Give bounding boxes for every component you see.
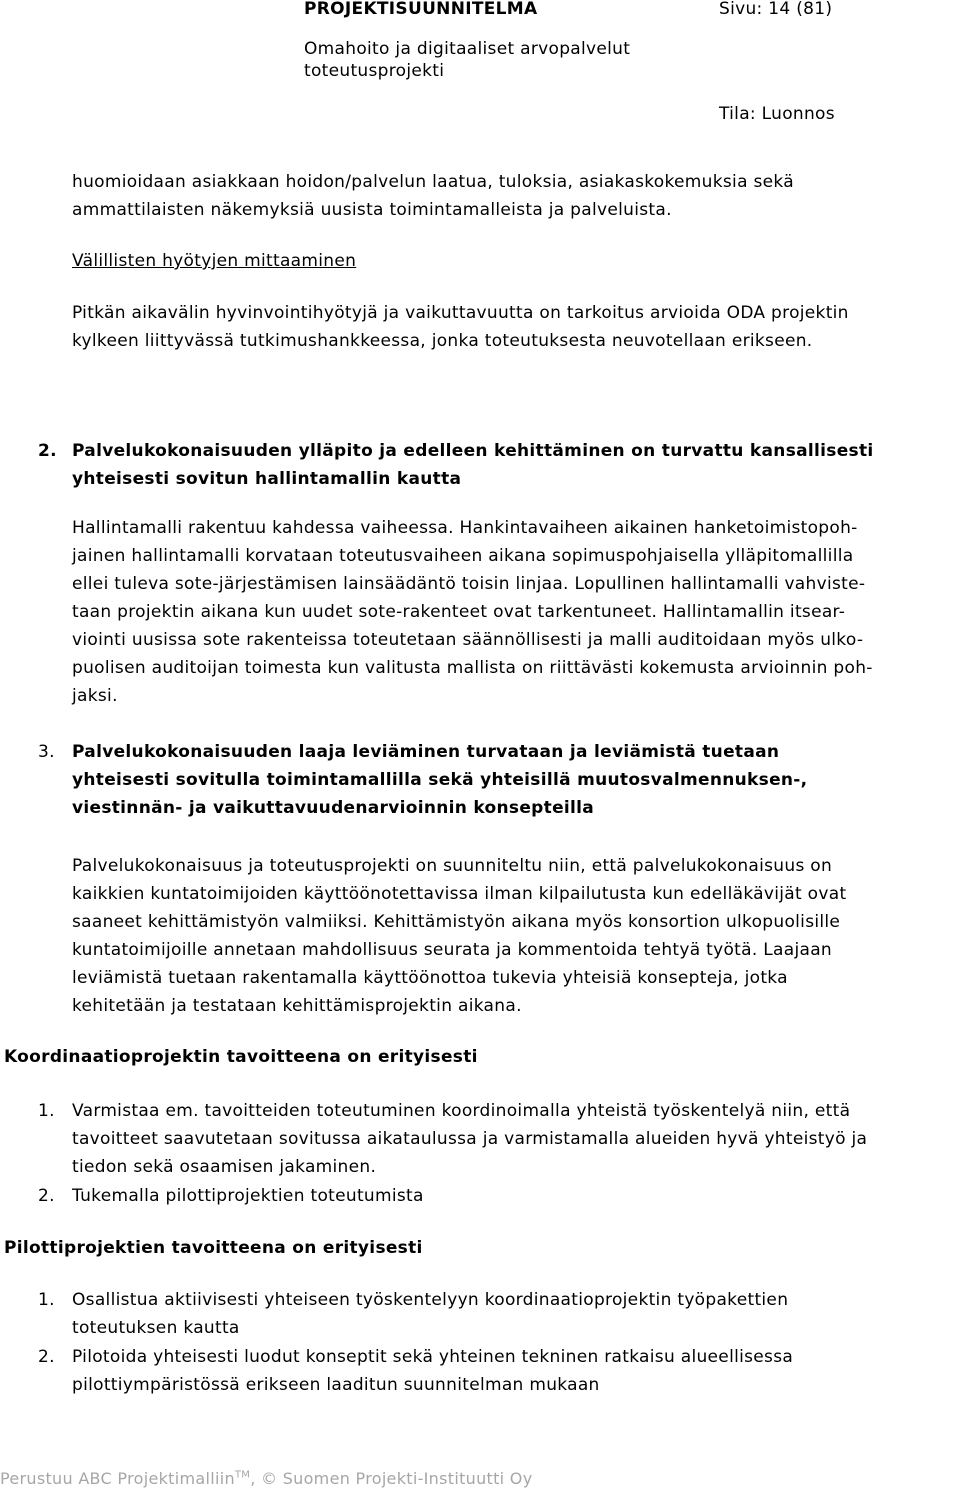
pilot-item-1 bbox=[72, 1286, 942, 1342]
text-line: kylkeen liittyvässä tutkimushankkeessa, jonka toteutuksesta neuvotellaan erikseen. bbox=[72, 331, 813, 351]
text-line: saaneet kehittämistyön valmiiksi. Kehittämistyön aikana myös konsortion ulkopuolisille bbox=[72, 912, 841, 932]
text-line: Osallistua aktiivisesti yhteiseen työskentelyyn koordinaatioprojektin työpakettien bbox=[72, 1290, 789, 1310]
indirect-benefits-paragraph bbox=[72, 299, 942, 355]
page-footer bbox=[0, 1469, 532, 1488]
project-name-line1: Omahoito ja digitaaliset arvopalvelut bbox=[304, 39, 631, 59]
document-title: PROJEKTISUUNNITELMA bbox=[304, 0, 538, 19]
text-line: Tukemalla pilottiprojektien toteutumista bbox=[72, 1186, 424, 1206]
heading-line: yhteisesti sovitulla toimintamallilla sekä yhteisillä muutosvalmennuksen-, bbox=[72, 770, 808, 790]
item-2-number: 2. bbox=[38, 441, 57, 461]
item-3-body bbox=[72, 852, 942, 1020]
text-line: jainen hallintamalli korvataan toteutusvaiheen aikana sopimuspohjaisella ylläpitomallilla bbox=[72, 546, 854, 566]
heading-line: yhteisesti sovitun hallintamallin kautta bbox=[72, 469, 462, 489]
text-line: ammattilaisten näkemyksiä uusista toimintamalleista ja palveluista. bbox=[72, 200, 672, 220]
coordination-item-1-number: 1. bbox=[38, 1101, 55, 1121]
text-line: Pilotoida yhteisesti luodut konseptit sekä yhteinen tekninen ratkaisu alueellisessa bbox=[72, 1347, 794, 1367]
trademark-mark: TM bbox=[234, 1469, 251, 1481]
pilot-heading: Pilottiprojektien tavoitteena on erityisesti bbox=[4, 1238, 423, 1258]
heading-line: Palvelukokonaisuuden laaja leviäminen turvataan ja leviämistä tuetaan bbox=[72, 742, 780, 762]
heading-line: Palvelukokonaisuuden ylläpito ja edelleen kehittäminen on turvattu kansallisesti bbox=[72, 441, 874, 461]
item-3-number: 3. bbox=[38, 742, 55, 762]
text-line: tavoitteet saavutetaan sovitussa aikataulussa ja varmistamalla alueiden hyvä yhteistyö ja bbox=[72, 1129, 868, 1149]
coordination-heading: Koordinaatioprojektin tavoitteena on erityisesti bbox=[4, 1047, 478, 1067]
coordination-item-2 bbox=[72, 1182, 942, 1210]
text-line: jaksi. bbox=[72, 686, 118, 706]
text-line: Hallintamalli rakentuu kahdessa vaiheessa. Hankintavaiheen aikainen hanketoimistopoh- bbox=[72, 518, 858, 538]
page-number: Sivu: 14 (81) bbox=[719, 0, 833, 19]
coordination-item-2-number: 2. bbox=[38, 1186, 55, 1206]
text-line: puolisen auditoijan toimesta kun valitusta mallista on riittävästi kokemusta arvioinnin poh- bbox=[72, 658, 873, 678]
pilot-item-2-number: 2. bbox=[38, 1347, 55, 1367]
document-status: Tila: Luonnos bbox=[719, 104, 835, 124]
footer-text: Perustuu ABC Projektimalliin bbox=[0, 1469, 235, 1488]
text-line: Pitkän aikavälin hyvinvointihyötyjä ja vaikuttavuutta on tarkoitus arvioida ODA projektin bbox=[72, 303, 849, 323]
text-line: toteutuksen kautta bbox=[72, 1318, 240, 1338]
text-line: huomioidaan asiakkaan hoidon/palvelun laatua, tuloksia, asiakaskokemuksia sekä bbox=[72, 172, 794, 192]
text-line: ellei tuleva sote-järjestämisen lainsäädäntö toisin linjaa. Lopullinen hallintamalli vahviste- bbox=[72, 574, 866, 594]
text-line: Palvelukokonaisuus ja toteutusprojekti on suunniteltu niin, että palvelukokonaisuus on bbox=[72, 856, 833, 876]
indirect-benefits-heading: Välillisten hyötyjen mittaaminen bbox=[72, 251, 357, 271]
text-line: leviämistä tuetaan rakentamalla käyttöönottoa tukevia yhteisiä konsepteja, jotka bbox=[72, 968, 788, 988]
text-line: kuntatoimijoille annetaan mahdollisuus seurata ja kommentoida tehtyä työtä. Laajaan bbox=[72, 940, 832, 960]
text-line: viointi uusissa sote rakenteissa toteutetaan säännöllisesti ja malli auditoidaan myös ulko- bbox=[72, 630, 864, 650]
text-line: Varmistaa em. tavoitteiden toteutuminen koordinoimalla yhteistä työskentelyä niin, että bbox=[72, 1101, 851, 1121]
pilot-item-2 bbox=[72, 1343, 942, 1399]
text-line: tiedon sekä osaamisen jakaminen. bbox=[72, 1157, 377, 1177]
footer-copyright: , © Suomen Projekti-Instituutti Oy bbox=[250, 1469, 533, 1488]
intro-paragraph bbox=[72, 168, 942, 224]
heading-line: viestinnän- ja vaikuttavuudenarvioinnin konsepteilla bbox=[72, 798, 595, 818]
text-line: kaikkien kuntatoimijoiden käyttöönotettavissa ilman kilpailutusta kun edelläkävijät ovat bbox=[72, 884, 847, 904]
text-line: taan projektin aikana kun uudet sote-rakenteet ovat tarkentuneet. Hallintamallin itsear- bbox=[72, 602, 846, 622]
text-line: kehitetään ja testataan kehittämisprojektin aikana. bbox=[72, 996, 522, 1016]
pilot-item-1-number: 1. bbox=[38, 1290, 55, 1310]
item-2-body bbox=[72, 514, 942, 710]
text-line: pilottiympäristössä erikseen laaditun suunnitelman mukaan bbox=[72, 1375, 600, 1395]
item-3-heading bbox=[72, 738, 942, 822]
project-name-line2: toteutusprojekti bbox=[304, 61, 445, 81]
coordination-item-1 bbox=[72, 1097, 942, 1181]
item-2-heading bbox=[72, 437, 942, 493]
